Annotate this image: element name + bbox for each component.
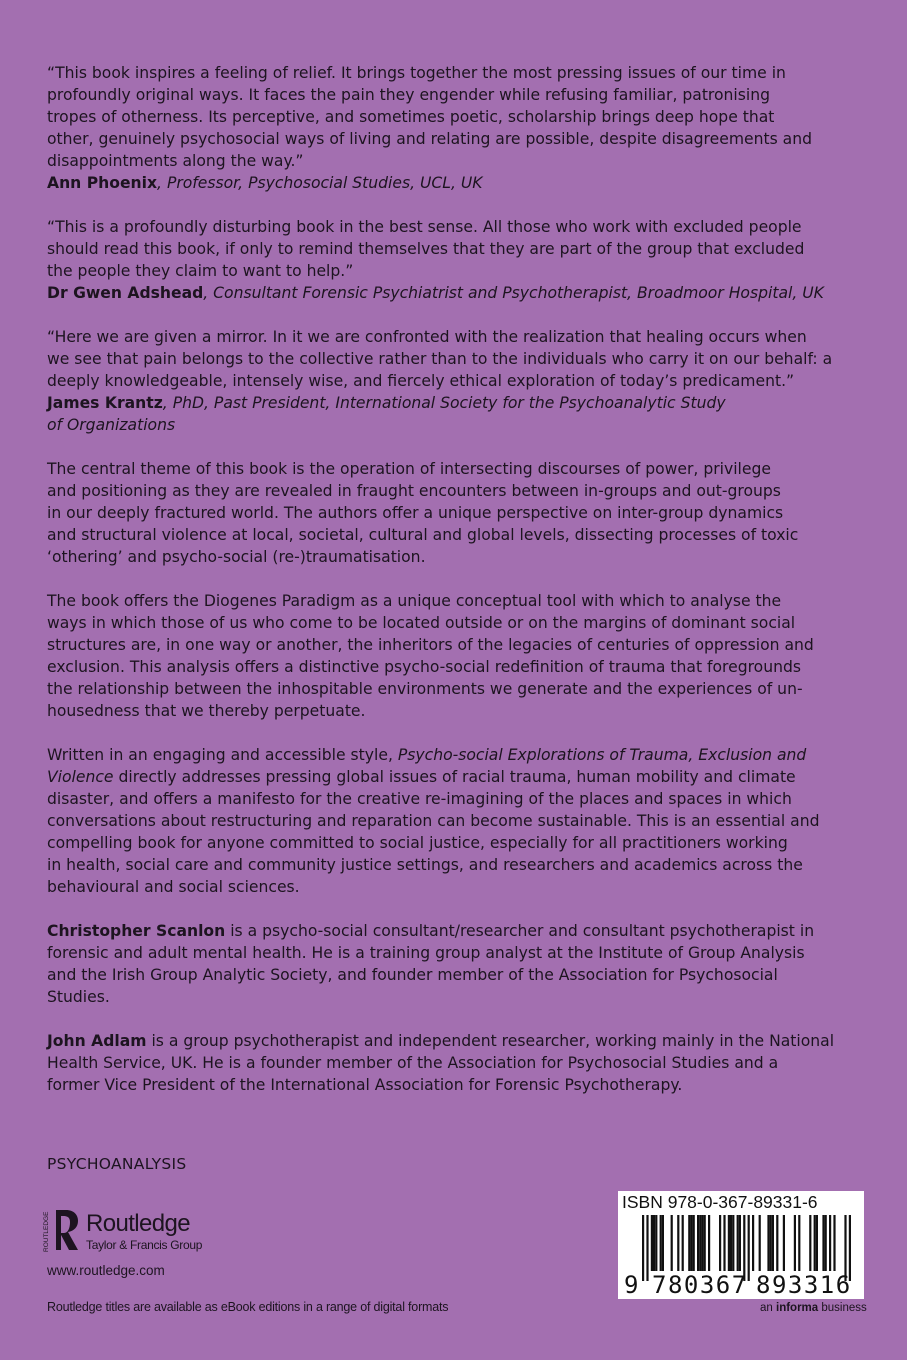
quote-line: the people they claim to want to help.” xyxy=(47,262,354,280)
barcode-bar xyxy=(688,1215,690,1271)
barcode-bar xyxy=(739,1215,741,1271)
quote-author: James Krantz xyxy=(47,394,163,412)
barcode-bar xyxy=(767,1215,769,1271)
bio-scanlon xyxy=(47,920,865,1008)
barcode-bar xyxy=(662,1215,664,1271)
quote-role: , Professor, Psychosocial Studies, UCL, UK xyxy=(157,174,483,192)
barcode-bar xyxy=(719,1215,721,1271)
quote-adshead xyxy=(47,216,865,304)
description-line: ways in which those of us who come to be located outside or on the margins of dominant social xyxy=(47,614,796,632)
description-line: in our deeply fractured world. The authors offer a unique perspective on inter-group dynamics xyxy=(47,504,784,522)
barcode-bar xyxy=(728,1215,730,1271)
barcode-bar xyxy=(833,1215,835,1271)
quote-attribution xyxy=(47,392,865,414)
bio-line: Christopher Scanlon is a psycho-social consultant/researcher and consultant psychotherapist in xyxy=(47,922,815,940)
description-paragraph-3 xyxy=(47,744,865,898)
quote-attribution xyxy=(47,282,865,304)
barcode-bar xyxy=(693,1215,695,1271)
barcode-bar xyxy=(737,1215,739,1271)
barcode-bar xyxy=(759,1215,761,1271)
barcode-bar xyxy=(704,1215,706,1271)
quote-role: , Consultant Forensic Psychiatrist and Psychotherapist, Broadmoor Hospital, UK xyxy=(203,284,824,302)
description-line: and positioning as they are revealed in fraught encounters between in-groups and out-groups xyxy=(47,482,781,500)
description-line: ‘othering’ and psycho-social (re-)traumatisation. xyxy=(47,548,426,566)
quote-author: Ann Phoenix xyxy=(47,174,158,192)
publisher-wordmark xyxy=(86,1211,202,1253)
barcode-bar xyxy=(783,1215,785,1271)
barcode-bar xyxy=(794,1215,796,1271)
isbn-barcode: ISBN 978-0-367-89331-6 9 780367 893316 xyxy=(618,1191,864,1299)
description-line: in health, social care and community justice settings, and researchers and academics across the xyxy=(47,856,803,874)
description-line: conversations about restructuring and reparation can become sustainable. This is an essential and xyxy=(47,812,820,830)
bio-line: Health Service, UK. He is a founder member of the Association for Psychosocial Studies and a xyxy=(47,1054,779,1072)
barcode-bar xyxy=(677,1215,679,1271)
description-line: The book offers the Diogenes Paradigm as a unique conceptual tool with which to analyse the xyxy=(47,592,782,610)
barcode-bar xyxy=(651,1215,653,1271)
barcode-bar xyxy=(776,1215,778,1271)
description-line: disaster, and offers a manifesto for the creative re-imagining of the places and spaces in which xyxy=(47,790,792,808)
bio-name: Christopher Scanlon xyxy=(47,922,226,940)
quote-attribution xyxy=(47,172,865,194)
barcode-bar xyxy=(730,1215,732,1271)
description-paragraph-1 xyxy=(47,458,865,568)
description-paragraph-2 xyxy=(47,590,865,722)
quote-line: “Here we are given a mirror. In it we are confronted with the realization that healing occurs when xyxy=(47,328,807,346)
barcode-bar xyxy=(653,1215,655,1271)
barcode-bar xyxy=(816,1215,818,1271)
barcode-bar xyxy=(772,1215,774,1271)
bio-line: Studies. xyxy=(47,988,110,1006)
description-line: Written in an engaging and accessible style, Psycho-social Explorations of Trauma, Exclusion and xyxy=(47,746,807,764)
quote-role: , PhD, Past President, International Society for the Psychoanalytic Study xyxy=(162,394,726,412)
bio-line: John Adlam is a group psychotherapist and independent researcher, working mainly in the National xyxy=(47,1032,835,1050)
barcode-bar xyxy=(660,1215,662,1271)
isbn-label: ISBN 978-0-367-89331-6 xyxy=(622,1192,818,1212)
bio-line: and the Irish Group Analytic Society, and founder member of the Association for Psychosocial xyxy=(47,966,778,984)
description-line: housedness that we thereby perpetuate. xyxy=(47,702,366,720)
description-line: The central theme of this book is the operation of intersecting discourses of power, privilege xyxy=(47,460,771,478)
barcode-bar xyxy=(809,1215,811,1271)
routledge-logo xyxy=(40,1206,240,1266)
quote-phoenix xyxy=(47,62,865,194)
publisher-website: www.routledge.com xyxy=(47,1263,165,1278)
barcode-bar xyxy=(770,1215,772,1271)
barcode-bar xyxy=(748,1215,750,1281)
barcode-bar xyxy=(825,1215,827,1271)
description-line: behavioural and social sciences. xyxy=(47,878,300,896)
ebook-note: Routledge titles are available as eBook editions in a range of digital formats xyxy=(47,1300,449,1314)
quote-role-continued: of Organizations xyxy=(47,416,176,434)
barcode-bar xyxy=(822,1215,824,1271)
book-title: Psycho-social Explorations of Trauma, Exclusion and xyxy=(397,746,807,764)
back-cover-text xyxy=(47,62,865,1118)
description-line: Violence directly addresses pressing global issues of racial trauma, human mobility and climate xyxy=(47,768,796,786)
description-line: the relationship between the inhospitable environments we generate and the experiences of un- xyxy=(47,680,803,698)
publisher-group: Taylor & Francis Group xyxy=(86,1238,203,1252)
barcode-bar xyxy=(697,1215,699,1271)
barcode-bar xyxy=(814,1215,816,1271)
description-line: structures are, in one way or another, the inheritors of the legacies of centuries of oppression and xyxy=(47,636,814,654)
barcode-bar xyxy=(701,1215,703,1271)
barcode-bar xyxy=(642,1215,644,1281)
barcode-bar xyxy=(682,1215,684,1271)
quote-line: “This is a profoundly disturbing book in the best sense. All those who work with excluded people xyxy=(47,218,802,236)
barcode-bar xyxy=(690,1215,692,1271)
book-title: Violence xyxy=(47,768,114,786)
barcode-bar xyxy=(708,1215,710,1271)
quote-author: Dr Gwen Adshead xyxy=(47,284,204,302)
barcode-bar xyxy=(798,1215,800,1271)
quote-line: other, genuinely psychosocial ways of living and relating are possible, despite disagreements and xyxy=(47,130,813,148)
barcode-bar xyxy=(655,1215,657,1271)
bio-line: forensic and adult mental health. He is a training group analyst at the Institute of Group Analysis xyxy=(47,944,805,962)
description-line: compelling book for anyone committed to social justice, especially for all practitioners working xyxy=(47,834,788,852)
quote-line: tropes of otherness. Its perceptive, and sometimes poetic, scholarship brings deep hope that xyxy=(47,108,775,126)
barcode-bar xyxy=(829,1215,831,1271)
description-line: and structural violence at local, societal, cultural and global levels, dissecting processes of toxic xyxy=(47,526,799,544)
quote-line: profoundly original ways. It faces the pain they engender while refusing familiar, patronising xyxy=(47,86,770,104)
quote-line: should read this book, if only to remind themselves that they are part of the group that excluded xyxy=(47,240,805,258)
barcode-bar xyxy=(732,1215,734,1271)
subject-category: PSYCHOANALYSIS xyxy=(47,1155,187,1173)
quote-krantz xyxy=(47,326,865,436)
barcode-bar xyxy=(671,1215,673,1271)
quote-line: deeply knowledgeable, intensely wise, and fiercely ethical exploration of today’s predicament.” xyxy=(47,372,795,390)
quote-line: “This book inspires a feeling of relief. It brings together the most pressing issues of our time in xyxy=(47,64,786,82)
bio-name: John Adlam xyxy=(47,1032,147,1050)
barcode-bar xyxy=(646,1215,648,1281)
bio-adlam xyxy=(47,1030,865,1096)
informa-business: an informa business xyxy=(760,1302,867,1314)
barcode-bar xyxy=(699,1215,701,1271)
barcode-bar xyxy=(723,1215,725,1271)
quote-line: we see that pain belongs to the collective rather than to the individuals who carry it on our behalf: a xyxy=(47,350,833,368)
description-line: exclusion. This analysis offers a distinctive psycho-social redefinition of trauma that foregrounds xyxy=(47,658,802,676)
bio-line: former Vice President of the International Association for Forensic Psychotherapy. xyxy=(47,1076,683,1094)
publisher-name: Routledge xyxy=(86,1210,191,1237)
logo-vertical-text: ROUTLEDGE xyxy=(43,1211,50,1252)
barcode-bar xyxy=(752,1215,754,1271)
quote-line: disappointments along the way.” xyxy=(47,152,304,170)
routledge-r-icon xyxy=(40,1206,80,1266)
